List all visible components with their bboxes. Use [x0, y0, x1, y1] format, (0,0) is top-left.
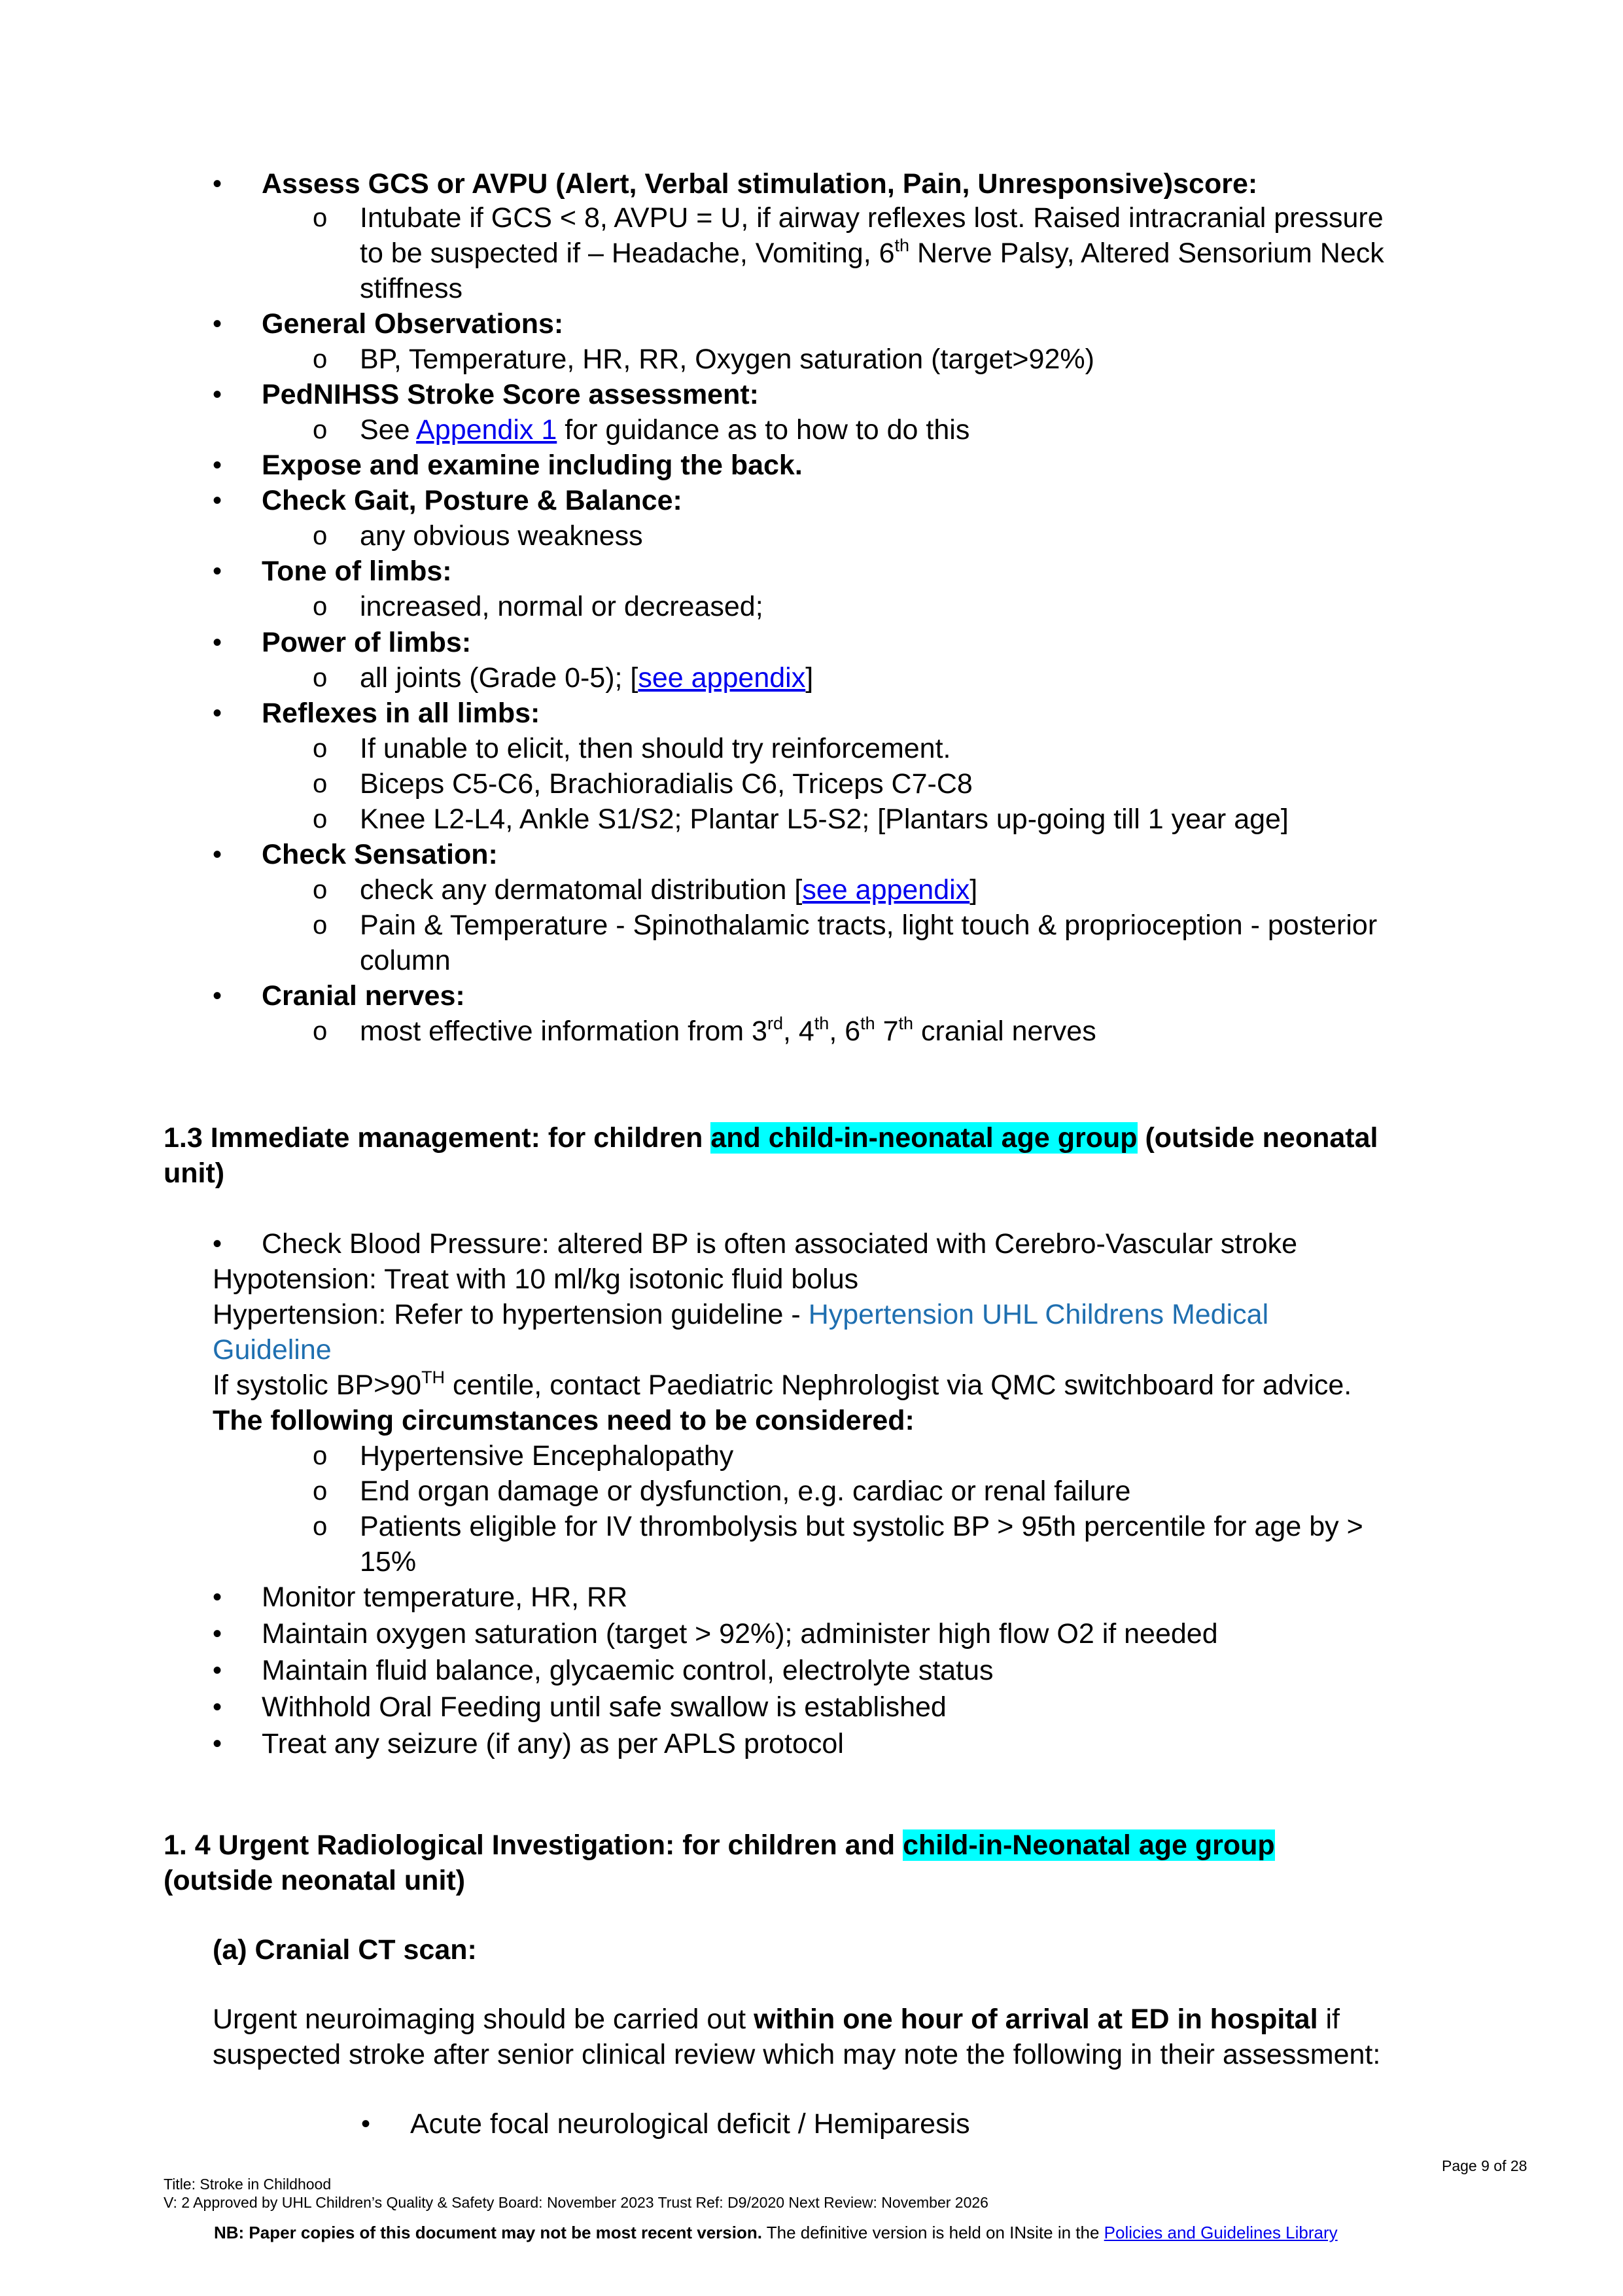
assessment-bullet: Acute focal neurological deficit / Hemiparesis: [410, 2108, 970, 2140]
management-bullet: Monitor temperature, HR, RR: [262, 1581, 628, 1613]
power-heading: Power of limbs:: [262, 627, 472, 658]
management-bullet: Maintain fluid balance, glycaemic control, electrolyte status: [262, 1655, 994, 1686]
bullet-icon: •: [213, 486, 222, 515]
cranial-ct-heading: (a) Cranial CT scan:: [213, 1934, 477, 1966]
expose-heading: Expose and examine including the back.: [262, 450, 803, 481]
bullet-icon: •: [213, 309, 222, 338]
tone-item: increased, normal or decreased;: [360, 591, 763, 622]
bullet-icon: •: [213, 1693, 222, 1722]
reflexes-item: Biceps C5-C6, Brachioradialis C6, Triceps C7-C8: [360, 768, 973, 800]
bullet-icon: •: [213, 451, 222, 480]
circumstance-item: Hypertensive Encephalopathy: [360, 1440, 734, 1472]
section-1-4-heading: 1. 4 Urgent Radiological Investigation: for children and child-in-Neonatal age group: [164, 1829, 1275, 1861]
sensation-item: check any dermatomal distribution [see appendix]: [360, 874, 978, 906]
sensation-item-line2: column: [360, 945, 451, 976]
bullet-icon: •: [213, 628, 222, 657]
bullet-icon: •: [361, 2110, 371, 2138]
section-1-3-heading: 1.3 Immediate management: for children and child-in-neonatal age group (outside neonatal: [164, 1122, 1378, 1154]
neuroimaging-paragraph-line2: suspected stroke after senior clinical review which may note the following in their assessment:: [213, 2039, 1381, 2070]
sensation-item-line1: Pain & Temperature - Spinothalamic tracts, light touch & proprioception - posterior: [360, 910, 1378, 941]
bp-bullet: Check Blood Pressure: altered BP is often associated with Cerebro-Vascular stroke: [262, 1228, 1298, 1260]
circumstance-item: End organ damage or dysfunction, e.g. cardiac or renal failure: [360, 1475, 1131, 1507]
circle-bullet-icon: o: [313, 875, 328, 904]
gcs-line2: to be suspected if – Headache, Vomiting, 6th Nerve Palsy, Altered Sensorium Neck: [360, 235, 1384, 269]
gcs-line3: stiffness: [360, 273, 462, 304]
bullet-icon: •: [213, 1229, 222, 1258]
circle-bullet-icon: o: [313, 1017, 328, 1046]
bullet-icon: •: [213, 1729, 222, 1758]
circle-bullet-icon: o: [313, 203, 328, 232]
management-bullet: Withhold Oral Feeding until safe swallow is established: [262, 1691, 947, 1723]
cranial-heading: Cranial nerves:: [262, 980, 465, 1012]
page-number: Page 9 of 28: [1442, 2157, 1527, 2174]
section-1-3-heading-line2: unit): [164, 1157, 225, 1189]
circumstance-item: Patients eligible for IV thrombolysis but systolic BP > 95th percentile for age by >: [360, 1511, 1363, 1542]
hypertension-guideline-link-line2[interactable]: Guideline: [213, 1334, 332, 1366]
gcs-heading: Assess GCS or AVPU (Alert, Verbal stimulation, Pain, Unresponsive)score:: [262, 168, 1258, 200]
circle-bullet-icon: o: [313, 911, 328, 940]
general-heading: General Observations:: [262, 308, 564, 340]
pednihss-item: See Appendix 1 for guidance as to how to do this: [360, 414, 970, 446]
circle-bullet-icon: o: [313, 345, 328, 374]
general-item: BP, Temperature, HR, RR, Oxygen saturation (target>92%): [360, 344, 1094, 375]
reflexes-item: Knee L2-L4, Ankle S1/S2; Plantar L5-S2; [Plantars up-going till 1 year age]: [360, 804, 1289, 835]
reflexes-heading: Reflexes in all limbs:: [262, 698, 540, 729]
circumstance-item-line2: 15%: [360, 1546, 417, 1578]
bullet-icon: •: [213, 1656, 222, 1685]
circle-bullet-icon: o: [313, 1441, 328, 1470]
bullet-icon: •: [213, 981, 222, 1010]
circle-bullet-icon: o: [313, 805, 328, 834]
circle-bullet-icon: o: [313, 1477, 328, 1506]
management-bullet: Treat any seizure (if any) as per APLS protocol: [262, 1728, 844, 1759]
power-item: all joints (Grade 0-5); [see appendix]: [360, 662, 814, 694]
circle-bullet-icon: o: [313, 521, 328, 550]
hypertension-text: Hypertension: Refer to hypertension guideline - Hypertension UHL Childrens Medical: [213, 1299, 1269, 1330]
pednihss-heading: PedNIHSS Stroke Score assessment:: [262, 379, 759, 410]
tone-heading: Tone of limbs:: [262, 556, 452, 587]
circle-bullet-icon: o: [313, 1512, 328, 1541]
circle-bullet-icon: o: [313, 769, 328, 798]
bullet-icon: •: [213, 169, 222, 198]
cranial-item: most effective information from 3rd, 4th, 6th 7th cranial nerves: [360, 1013, 1096, 1047]
section-1-4-heading-line2: (outside neonatal unit): [164, 1865, 466, 1896]
policies-guidelines-link[interactable]: Policies and Guidelines Library: [1104, 2223, 1338, 2242]
neuroimaging-paragraph: Urgent neuroimaging should be carried out within one hour of arrival at ED in hospital if: [213, 2004, 1340, 2035]
systolic-text: If systolic BP>90TH centile, contact Paediatric Nephrologist via QMC switchboard for advice.: [213, 1367, 1352, 1401]
bullet-icon: •: [213, 1619, 222, 1648]
bullet-icon: •: [213, 840, 222, 869]
appendix-1-link[interactable]: Appendix 1: [416, 414, 557, 446]
see-appendix-link[interactable]: see appendix: [802, 874, 970, 906]
circle-bullet-icon: o: [313, 663, 328, 692]
gait-item: any obvious weakness: [360, 520, 643, 552]
see-appendix-link[interactable]: see appendix: [638, 662, 806, 694]
bullet-icon: •: [213, 1583, 222, 1612]
circle-bullet-icon: o: [313, 592, 328, 621]
hypertension-guideline-link[interactable]: Hypertension UHL Childrens Medical: [808, 1299, 1269, 1330]
bullet-icon: •: [213, 699, 222, 728]
bullet-icon: •: [213, 380, 222, 409]
footer-nb: NB: Paper copies of this document may not be most recent version. The definitive version is held on INsite in the Policies and Guidelines Library: [214, 2223, 1338, 2242]
circle-bullet-icon: o: [313, 734, 328, 763]
footer-title: Title: Stroke in Childhood: [164, 2176, 332, 2193]
bullet-icon: •: [213, 557, 222, 586]
circumstances-heading: The following circumstances need to be considered:: [213, 1405, 915, 1436]
reflexes-item: If unable to elicit, then should try reinforcement.: [360, 733, 951, 764]
footer-version: V: 2 Approved by UHL Children’s Quality & Safety Board: November 2023 Trust Ref: D9/2020 Next Review: November 2026: [164, 2194, 988, 2211]
sensation-heading: Check Sensation:: [262, 839, 498, 870]
circle-bullet-icon: o: [313, 415, 328, 444]
management-bullet: Maintain oxygen saturation (target > 92%); administer high flow O2 if needed: [262, 1618, 1218, 1650]
hypotension-text: Hypotension: Treat with 10 ml/kg isotonic fluid bolus: [213, 1263, 859, 1295]
gait-heading: Check Gait, Posture & Balance:: [262, 485, 682, 516]
gcs-line1: Intubate if GCS < 8, AVPU = U, if airway reflexes lost. Raised intracranial pressure: [360, 202, 1384, 234]
